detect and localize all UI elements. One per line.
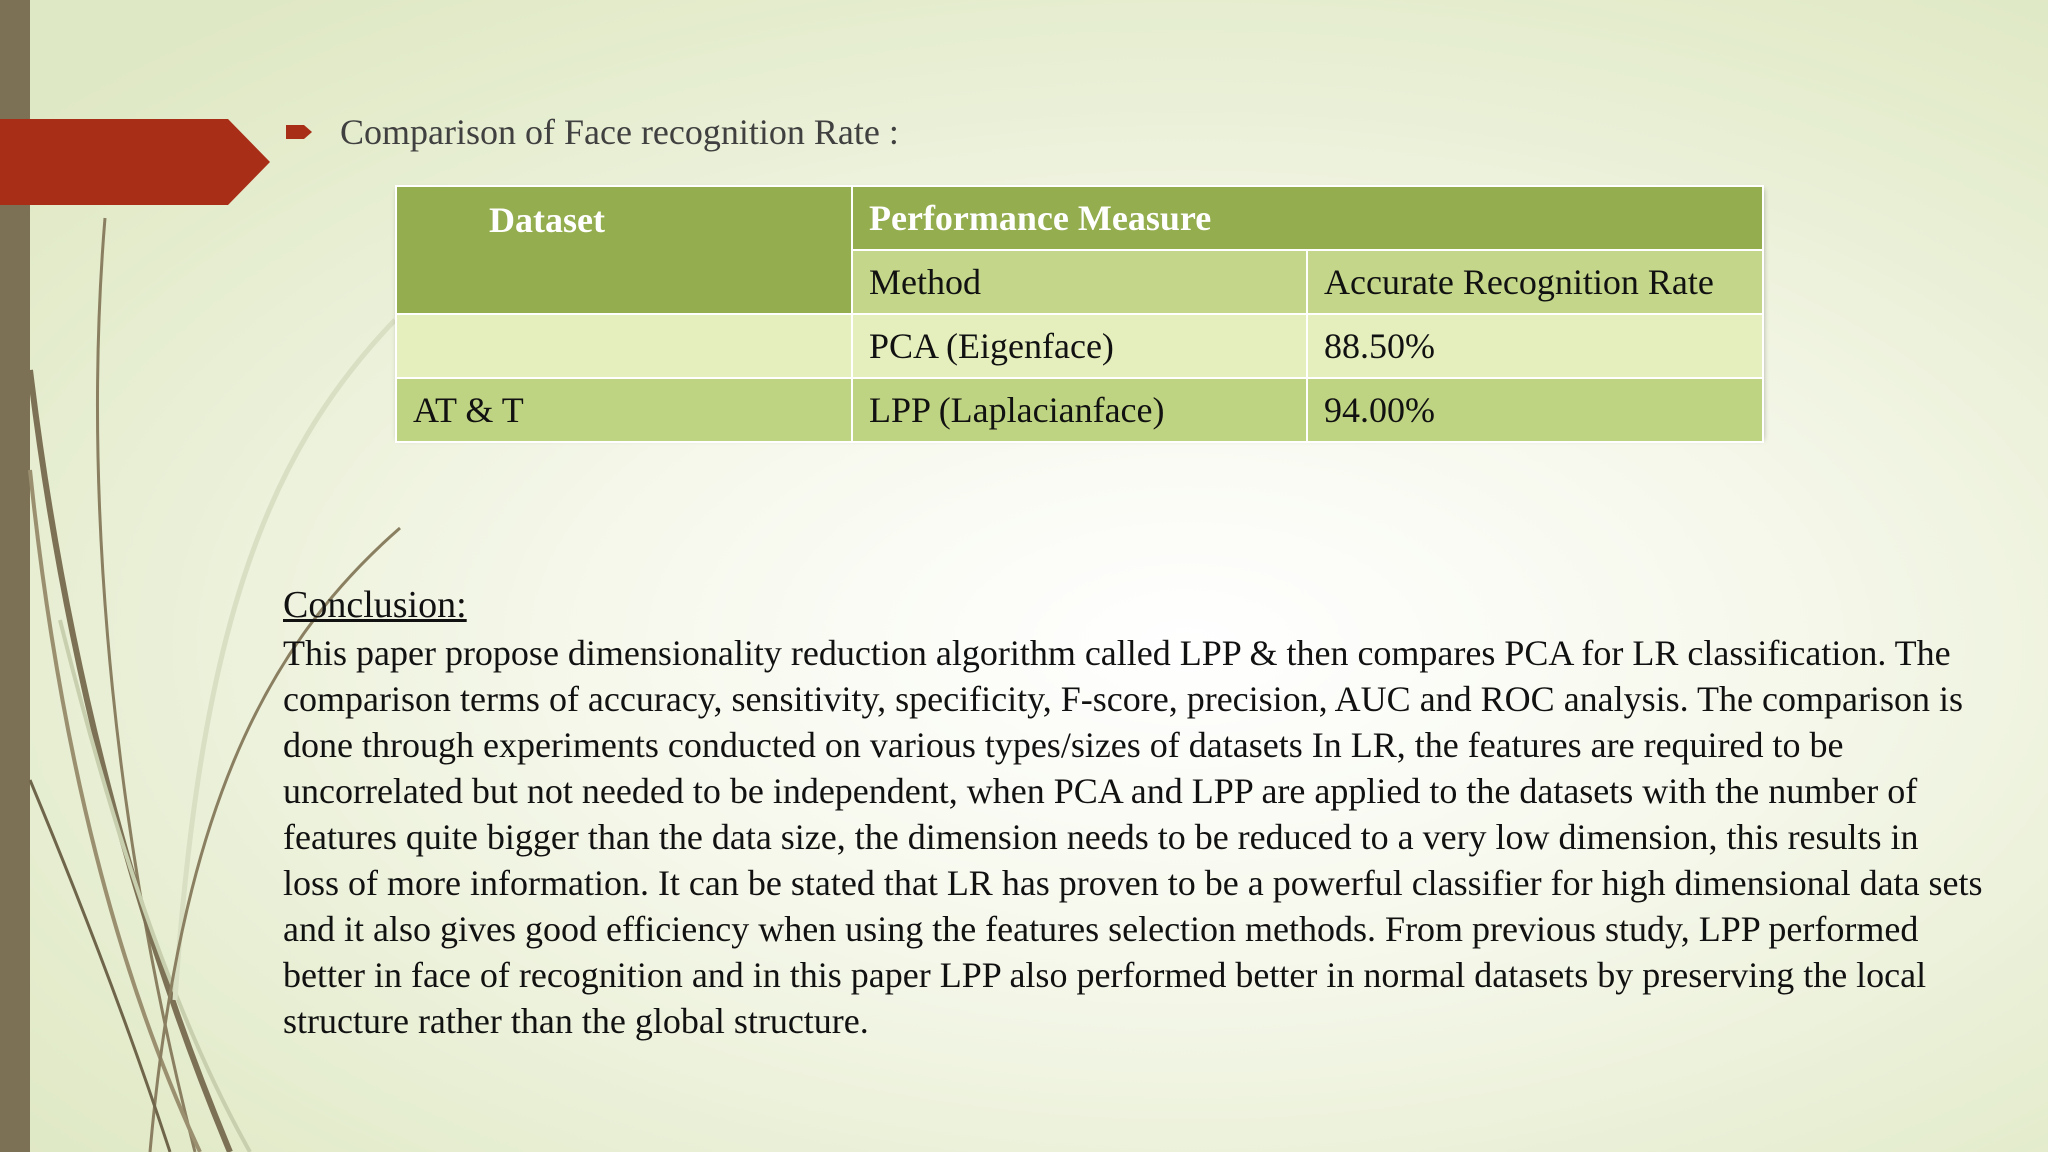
- conclusion-title: Conclusion:: [283, 584, 467, 626]
- method-cell: LPP (Laplacianface): [852, 378, 1307, 442]
- header-performance-measure: Performance Measure: [852, 186, 1763, 250]
- dataset-cell: AT & T: [396, 378, 852, 442]
- dataset-cell: [396, 314, 852, 378]
- column-method: Method: [852, 250, 1307, 314]
- header-dataset: Dataset: [396, 186, 852, 314]
- red-arrow-banner: [0, 119, 270, 205]
- bullet-text: Comparison of Face recognition Rate :: [340, 112, 899, 152]
- table-row: [396, 378, 1763, 442]
- column-recognition-rate: Accurate Recognition Rate: [1307, 250, 1763, 314]
- conclusion-body: This paper propose dimensionality reduction algorithm called LPP & then compares PCA for LR classification. The comparison terms of accuracy, sensitivity, specificity, F-score, precision, AUC and ROC analysis. The comparison is done through experiments conducted on various types/sizes of datasets In LR, the features are required to be uncorrelated but not needed to be independent, when PCA and LPP are applied to the datasets with the number of features quite bigger than the data size, the dimension needs to be reduced to a very low dimension, this results in loss of more information. It can be stated that LR has proven to be a powerful classifier for high dimensional data sets and it also gives good efficiency when using the features selection methods. From previous study, LPP performed better in face of recognition and in this paper LPP also performed better in normal datasets by preserving the local structure rather than the global structure.: [283, 633, 1983, 1041]
- arrow-bullet-icon: [286, 120, 314, 144]
- conclusion-section: [283, 580, 1983, 1044]
- rate-cell: 94.00%: [1307, 378, 1763, 442]
- performance-table: [395, 185, 1762, 436]
- table-row: [396, 314, 1763, 378]
- bullet-line: [286, 110, 899, 154]
- rate-cell: 88.50%: [1307, 314, 1763, 378]
- method-cell: PCA (Eigenface): [852, 314, 1307, 378]
